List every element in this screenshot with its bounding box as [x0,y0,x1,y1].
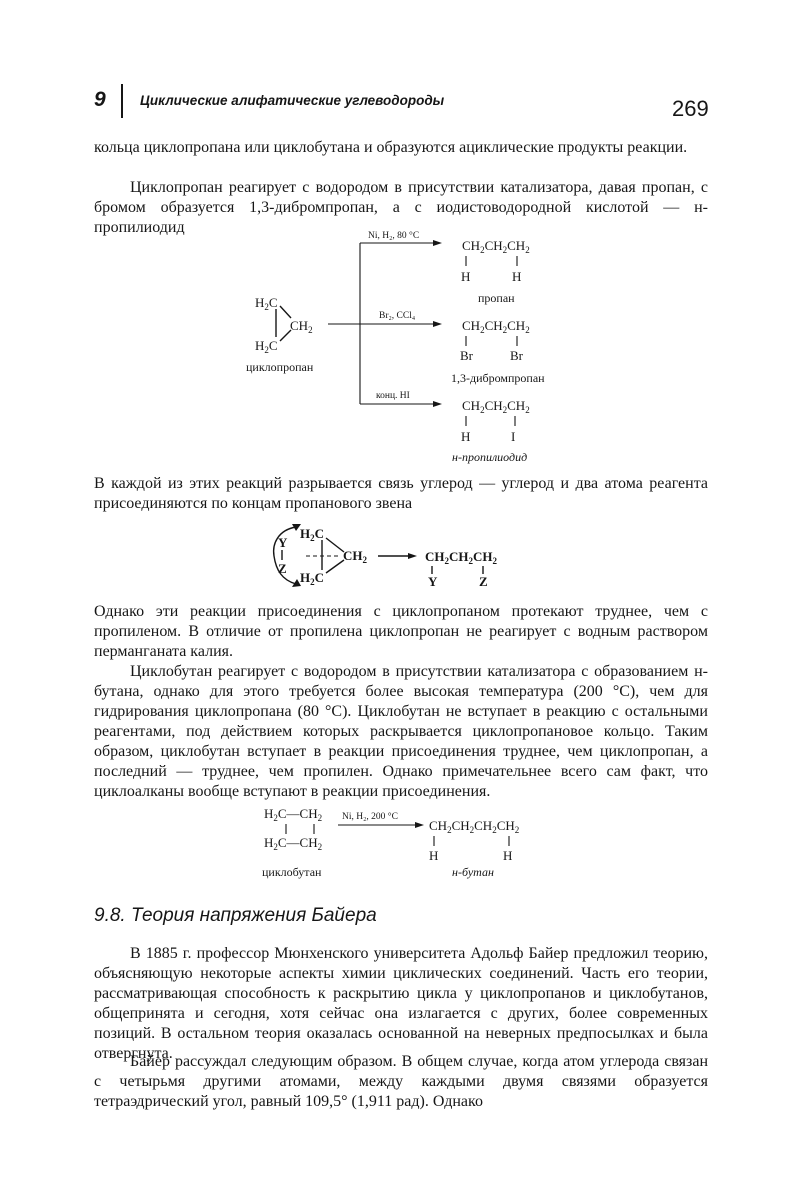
substituent-h: H [429,848,439,863]
svg-text:H2C: $H_2C$ [255,295,278,312]
condition-cyclobutane-hydrogenation: Ni, H₂, 200 °C [342,812,398,822]
paragraph-1: кольца циклопропана или циклобутана и образуются ациклические продукты реакции. [94,139,688,156]
svg-text:CH2CH2CH2: $CH_2CH_2CH_2$ [462,238,530,255]
product-z: Z [479,574,488,589]
svg-text:H2C: $H_2C$ [300,570,325,587]
substituent-br: Br [460,348,473,363]
chapter-title: Циклические алифатические углеводороды [140,93,445,108]
svg-text:H2C—CH2: $H_2C—CH_2$ [264,835,323,852]
reagent-z: Z [278,561,287,576]
paragraph-7: Байер рассуждал следующим образом. В общем случае, когда атом углерода связан с четырьмя другими атомами, между каждыми двумя связями образуется тетраэдрический угол, равный 109,5° (1,911 рад). Однако [94,1053,708,1110]
svg-text:CH2CH2CH2: $CH_2CH_2CH_2$ [425,549,497,566]
chapter-number: 9 [94,88,106,111]
svg-text:CH2: $CH_2$ [290,318,313,335]
substituent-i: I [511,429,516,444]
product-butane [429,818,519,863]
svg-text:CH2CH2CH2: $CH_2CH_2CH_2$ [462,318,530,335]
caption-butane: н-бутан [452,865,494,879]
substituent-h: H [503,848,513,863]
svg-text:H2C: $H_2C$ [255,338,278,355]
caption-propane: пропан [478,291,515,305]
condition-hi: конц. HI [376,391,410,401]
paragraph-2: Циклопропан реагирует с водородом в присутствии катализатора, давая пропан, с бромом образуется 1,3-дибромпропан, а с иодистоводородной кислотой — н-пропилиодид [94,179,708,236]
product-y: Y [428,574,438,589]
condition-bromination: Br₂, CCl₄ [379,311,416,321]
substituent-h: H [461,269,471,284]
svg-text:CH2CH2CH2: $CH_2CH_2CH_2$ [462,398,530,415]
page-number: 269 [672,96,709,121]
reagent-y: Y [278,535,288,550]
svg-text:CH2: $CH_2$ [343,548,367,565]
caption-propyl-iodide: н-пропилиодид [452,450,528,464]
paragraph-6: В 1885 г. профессор Мюнхенского университета Адольф Байер предложил теорию, объясняющую некоторые аспекты химии циклических соединений. Часть его теории, рассматривающая способность к раскрытию цикла у циклопропанов и циклобутанов, общепринята и сегодня, хотя сейчас она излагается с других, более современных позиций. В остальном теория оказалась основанной на неверных предпосылках и была отвергнута. [94,945,708,1062]
substituent-br: Br [510,348,523,363]
substituent-h: H [512,269,522,284]
caption-dibromopropane: 1,3-дибромпропан [451,371,545,385]
caption-cyclopropane: циклопропан [246,360,314,374]
paragraph-3: В каждой из этих реакций разрывается связь углерод — углерод и два атома реагента присоединяются по концам пропанового звена [94,475,708,512]
caption-cyclobutane: циклобутан [262,865,322,879]
condition-hydrogenation: Ni, H₂, 80 °C [368,231,420,241]
paragraph-5: Циклобутан реагирует с водородом в присутствии катализатора с образованием н-бутана, однако для этого требуется более высокая температура (200 °C), чем для гидрирования циклопропана (80 °C). Циклобутан не вступает в реакцию с остальными реагентами, под действием которых раскрывается циклопропановое кольцо. Таким образом, циклобутан вступает в реакции присоединения труднее, чем циклопропан, а последний — труднее, чем пропилен. Однако примечательнее всего сам факт, что циклоалканы вообще вступают в реакции присоединения. [94,663,708,800]
svg-text:H2C—CH2: $H_2C—CH_2$ [264,806,323,823]
section-heading: 9.8. Теория напряжения Байера [94,905,377,926]
cyclobutane-structure [264,806,322,852]
paragraph-4: Однако эти реакции присоединения с циклопропаном протекают труднее, чем с пропиленом. В отличие от пропилена циклопропан не реагирует с водным раствором перманганата калия. [94,603,708,660]
substituent-h: H [461,429,471,444]
svg-text:CH2CH2CH2CH2: $CH_2CH_2CH_2CH_2$ [429,818,520,835]
svg-text:H2C: $H_2C$ [300,526,325,543]
